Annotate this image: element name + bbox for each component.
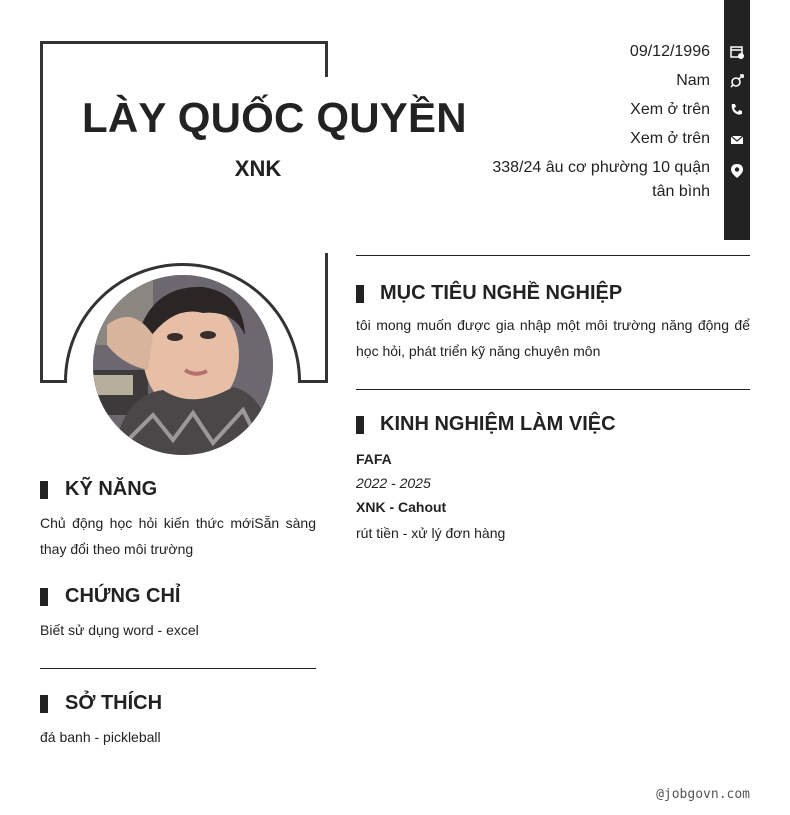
experience-title: KINH NGHIỆM LÀM VIỆC [380, 413, 616, 435]
watermark: @jobgovn.com [656, 787, 750, 802]
header-frame-left [40, 41, 43, 383]
contact-email: Xem ở trên [630, 130, 710, 147]
section-marker [356, 285, 364, 303]
hobbies-title: SỞ THÍCH [65, 692, 163, 714]
experience-description: rút tiền - xử lý đơn hàng [356, 525, 506, 541]
location-icon [729, 163, 745, 179]
divider [40, 668, 316, 669]
skills-text: Chủ động học hỏi kiến thức mớiSẵn sàng thay đổi theo môi trường [40, 515, 316, 557]
section-marker [40, 695, 48, 713]
job-position: XNK [234, 156, 282, 181]
skills-title: KỸ NĂNG [65, 478, 158, 500]
experience-role: XNK - Cahout [356, 499, 447, 515]
full-name: LÀY QUỐC QUYỀN [82, 94, 467, 141]
contact-address-line1: 338/24 âu cơ phường 10 quận [492, 159, 710, 176]
contact-phone: Xem ở trên [630, 101, 710, 118]
divider [356, 255, 750, 256]
contact-birthday: 09/12/1996 [629, 43, 710, 60]
header-frame-right-lower [325, 253, 328, 383]
section-marker [40, 481, 48, 499]
certificates-text: Biết sử dụng word - excel [40, 622, 199, 638]
contact-gender: Nam [676, 72, 710, 89]
certificates-title: CHỨNG CHỈ [65, 585, 181, 607]
objective-title: MỤC TIÊU NGHỀ NGHIỆP [380, 282, 623, 304]
divider [356, 389, 750, 390]
phone-icon [729, 102, 745, 118]
header-frame-bottom-left [40, 380, 67, 383]
objective-text: tôi mong muốn được gia nhập một môi trường năng động để học hỏi, phát triển kỹ năng chuyên môn [356, 317, 750, 359]
experience-period: 2022 - 2025 [356, 475, 431, 491]
contact-icon-bar [724, 0, 750, 240]
mail-icon [729, 132, 745, 148]
header-frame-top [40, 41, 328, 44]
contact-address-line2: tân bình [652, 183, 710, 200]
header-frame-right [325, 41, 328, 77]
section-marker [356, 416, 364, 434]
calendar-icon [729, 44, 745, 60]
experience-company: FAFA [356, 451, 392, 467]
section-marker [40, 588, 48, 606]
gender-icon [729, 73, 745, 89]
hobbies-text: đá banh - pickleball [40, 729, 161, 745]
header-frame-bottom-right [298, 380, 328, 383]
avatar [93, 275, 273, 455]
